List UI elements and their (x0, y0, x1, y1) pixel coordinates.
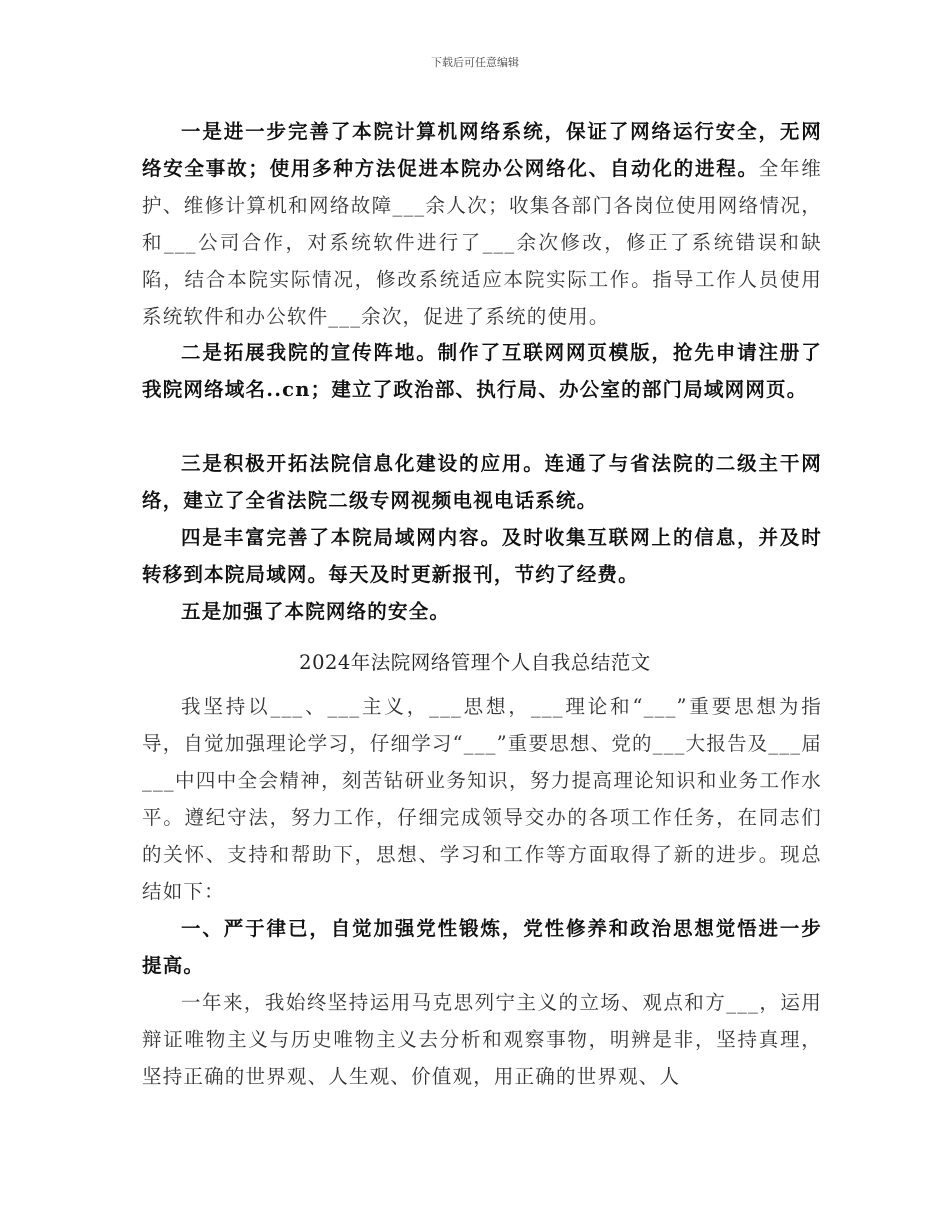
section2-paragraph-1: 我坚持以___、___主义，___思想，___理论和“___”重要思想为指导，自觉加强理论学习，仔细学习“___”重要思想、党的___大报告及___届___中四中全会精神，刻苦钻研业务知识，努力提高理论知识和业务工作水平。遵纪守法，努力工作，仔细完成领导交办的各项工作任务，在同志们的关怀、支持和帮助下，思想、学习和工作等方面取得了新的进步。现总结如下： (142, 695, 822, 903)
paragraph-5: 五是加强了本院网络的安全。 (181, 600, 451, 623)
paragraph-4: 四是丰富完善了本院局域网内容。及时收集互联网上的信息，并及时转移到本院局域网。每天及时更新报刊，节约了经费。 (142, 526, 822, 586)
paragraph-1-text: 全年维护、维修计算机和网络故障___余人次；收集各部门各岗位使用网络情况，和___公司合作，对系统软件进行了___余次修改，修正了系统错误和缺陷，结合本院实际情况，修改系统适应本院实际工作。指导工作人员使用系统软件和办公软件___余次，促进了系统的使用。 (142, 157, 822, 328)
paragraph-1-bold: 一是进一步完善了本院计算机网络系统，保证了网络运行安全，无网络安全事故；使用多种方法促进本院办公网络化、自动化的进程。 (142, 120, 822, 180)
section2-paragraph-2: 一年来，我始终坚持运用马克思列宁主义的立场、观点和方___，运用辩证唯物主义与历史唯物主义去分析和观察事物，明辨是非，坚持真理，坚持正确的世界观、人生观、价值观，用正确的世界观、人 (142, 991, 822, 1088)
paragraph-1 (142, 113, 822, 335)
page-header: 下载后可任意编辑 (431, 56, 519, 69)
paragraph-2: 二是拓展我院的宣传阵地。制作了互联网网页模版，抢先申请注册了我院网络域名..cn；建立了政治部、执行局、办公室的部门局域网网页。 (142, 341, 822, 401)
paragraph-3: 三是积极开拓法院信息化建设的应用。连通了与省法院的二级主干网络，建立了全省法院二级专网视频电视电话系统。 (142, 452, 822, 512)
section2-heading-1: 一、严于律已，自觉加强党性锻炼，党性修养和政治思想觉悟进一步提高。 (142, 917, 822, 977)
section-title: 2024年法院网络管理个人自我总结范文 (299, 651, 651, 674)
